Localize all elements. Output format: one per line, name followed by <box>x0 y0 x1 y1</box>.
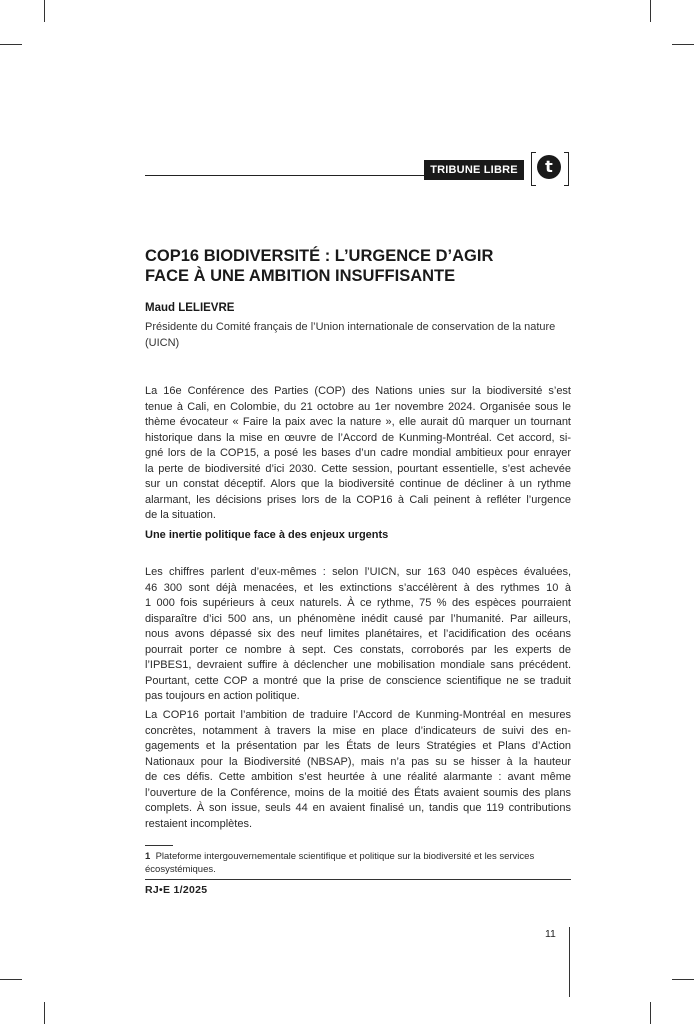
text-line: historique dans la mise en œuvre de l’Accord de Kunming-Montréal. Cet accord, si- <box>145 431 571 444</box>
logo-bracket-left <box>531 152 536 186</box>
intro-paragraph <box>145 384 571 524</box>
text-line: la perte de biodiversité d’ici 2030. Cette session, pourtant essentielle, s’est achevée <box>145 462 571 475</box>
author-affiliation <box>145 319 575 351</box>
footer-rule <box>145 879 571 880</box>
text-line: Pourtant, cette COP a montré que la prise de conscience scientifique ne se traduit <box>145 674 571 687</box>
text-line: sur un constat déceptif. Alors que la biodiversité continue de décliner à un rythme <box>145 478 571 490</box>
rubric-rule <box>145 175 424 176</box>
rubric-label: TRIBUNE LIBRE <box>424 160 524 180</box>
section-subheading: Une inertie politique face à des enjeux urgents <box>145 529 389 541</box>
body-paragraph <box>145 708 571 832</box>
text-line: restaient incomplètes. <box>145 817 252 830</box>
text-line: concrètes, notamment à travers la mise en place d’indicateurs de suivi des en- <box>145 724 571 737</box>
text-line: nous avons dépassé six des neuf limites planétaires, et l’acidification des océans <box>145 628 571 640</box>
text-line: La COP16 portait l’ambition de traduire l’Accord de Kunming-Montréal en mesures <box>145 709 571 721</box>
affiliation-line: Présidente du Comité français de l’Union internationale de conservation de la nature <box>145 321 556 333</box>
crop-mark-bottom-left-horizontal <box>0 979 22 980</box>
text-line: pourrait porter ce nombre à sept. Ces constats, corroborés par les experts de <box>145 643 571 656</box>
text-line: Les chiffres parlent d’eux-mêmes : selon l’UICN, sur 163 040 espèces évaluées, <box>145 566 571 578</box>
text-line: de ces défis. Cette ambition s’est heurtée à une réalité alarmante : avant même <box>145 771 571 783</box>
text-line: Nationaux pour la Biodiversité (NBSAP), mais n’a pas su se hisser à la hauteur <box>145 755 571 768</box>
affiliation-line: (UICN) <box>145 337 180 349</box>
text-line: 46 300 sont déjà menacées, et les extinctions s’accélèrent à des rythmes 10 à <box>145 581 571 594</box>
page-number: 11 <box>545 928 556 940</box>
author-name: Maud LELIEVRE <box>145 302 235 314</box>
crop-mark-top-left-horizontal <box>0 44 22 45</box>
text-line: 1 000 fois supérieurs à ceux naturels. À ce rythme, 75 % des espèces pourraient <box>145 597 571 609</box>
text-line: l’IPBES1, devraient suffire à déclencher une mobilisation mondiale sans précédent. <box>145 659 571 671</box>
crop-mark-bottom-right-horizontal <box>672 979 694 980</box>
footnote-line <box>145 850 575 863</box>
text-line: disparaître d’ici 500 ans, un phénomène inédit causé par l’humanité. Par ailleurs, <box>145 612 571 625</box>
text-line: thème évocateur « Faire la paix avec la nature », elle aurait dû marquer un tournant <box>145 416 571 428</box>
tribune-logo-icon: t <box>537 155 561 179</box>
footnote-line: écosystémiques. <box>145 864 216 875</box>
crop-mark-top-right-horizontal <box>672 44 694 45</box>
logo-bracket-right <box>564 152 569 186</box>
text-line: gné lors de la COP15, a posé les bases d’un cadre mondial ambitieux pour enrayer <box>145 447 571 459</box>
journal-reference: RJ•E 1/2025 <box>145 884 208 896</box>
footnote <box>145 850 575 876</box>
crop-mark-bottom-left-vertical <box>44 1002 45 1024</box>
text-line: complets. À son issue, seuls 44 en avaient finalisé un, tandis que 119 contributions <box>145 802 571 814</box>
text-line: de la situation. <box>145 509 216 521</box>
article-title-line: COP16 BIODIVERSITÉ : L’URGENCE D’AGIR <box>145 247 494 265</box>
crop-mark-bottom-right-vertical <box>650 1002 651 1024</box>
body-paragraph <box>145 565 571 705</box>
crop-mark-top-right-vertical <box>650 0 651 22</box>
footnote-rule <box>145 845 173 846</box>
text-line: tenue à Cali, en Colombie, du 21 octobre au 1er novembre 2024. Organisée sous le <box>145 400 571 413</box>
footnote-text: Plateforme intergouvernementale scientifique et politique sur la biodiversité et les services <box>155 851 535 862</box>
text-line: alarmant, les décisions prises lors de la COP16 à Cali peinent à refléter l’urgence <box>145 493 571 506</box>
article-title <box>145 246 575 286</box>
text-line-part: La 16e Conférence des Parties (COP) des Nations unies sur la biodiversité s’est <box>145 385 571 397</box>
text-line: gagements et la présentation par les États de leurs Stratégies et Plans d’Action <box>145 740 571 752</box>
article-title-line: FACE À UNE AMBITION INSUFFISANTE <box>145 267 456 285</box>
text-line: pas toujours en action politique. <box>145 690 300 702</box>
text-line: l’ouverture de la Conférence, moins de la moitié des États avaient soumis des plans <box>145 786 571 799</box>
crop-mark-top-left-vertical <box>44 0 45 22</box>
page-number-rule <box>569 927 570 997</box>
footnote-number: 1 <box>145 851 151 862</box>
text-line <box>145 384 571 400</box>
